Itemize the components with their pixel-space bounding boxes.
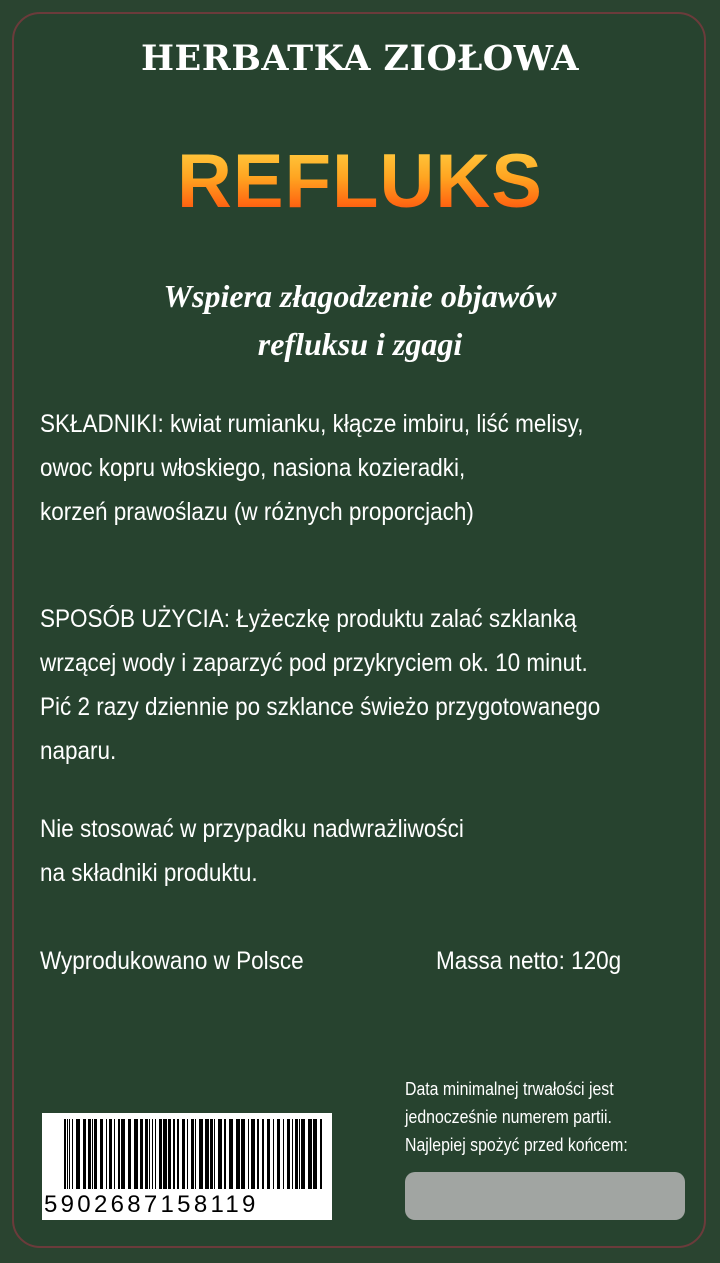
usage-line: Pić 2 razy dziennie po szklance świeżo przygotowanego	[40, 693, 601, 721]
ingredients-line: SKŁADNIKI: kwiat rumianku, kłącze imbiru, liść melisy,	[40, 410, 584, 438]
usage-line: wrzącej wody i zaparzyć pod przykryciem ok. 10 minut.	[40, 649, 588, 677]
expiry-note-line: jednocześnie numerem partii.	[405, 1107, 612, 1127]
product-category-title: HERBATKA ZIOŁOWA	[140, 38, 579, 79]
barcode	[42, 1113, 332, 1220]
barcode-bars	[42, 1113, 332, 1193]
expiry-note-line: Data minimalnej trwałości jest	[405, 1079, 614, 1099]
warning-line: na składniki produktu.	[40, 859, 258, 887]
product-tagline	[0, 272, 720, 368]
ingredients-section	[40, 402, 634, 534]
warning-line: Nie stosować w przypadku nadwrażliwości	[40, 815, 464, 843]
expiry-note-line: Najlepiej spożyć przed końcem:	[405, 1135, 628, 1155]
expiry-note	[405, 1075, 628, 1159]
ingredients-line: owoc kopru włoskiego, nasiona kozieradki,	[40, 454, 466, 482]
tagline-line: Wspiera złagodzenie objawów	[163, 278, 557, 314]
usage-line: SPOSÓB UŻYCIA: Łyżeczkę produktu zalać szklanką	[40, 605, 577, 633]
expiry-date-field	[405, 1172, 685, 1220]
tagline-line: refluksu i zgagi	[257, 326, 463, 362]
barcode-digits: 5902687158119	[44, 1191, 259, 1218]
usage-section	[40, 597, 634, 773]
origin-text: Wyprodukowano w Polsce	[40, 947, 304, 975]
ingredients-line: korzeń prawoślazu (w różnych proporcjach)	[40, 498, 474, 526]
warning-section	[40, 807, 634, 895]
product-name: REFLUKS	[0, 138, 720, 225]
usage-line: naparu.	[40, 737, 117, 765]
net-mass-text: Massa netto: 120g	[436, 947, 622, 975]
